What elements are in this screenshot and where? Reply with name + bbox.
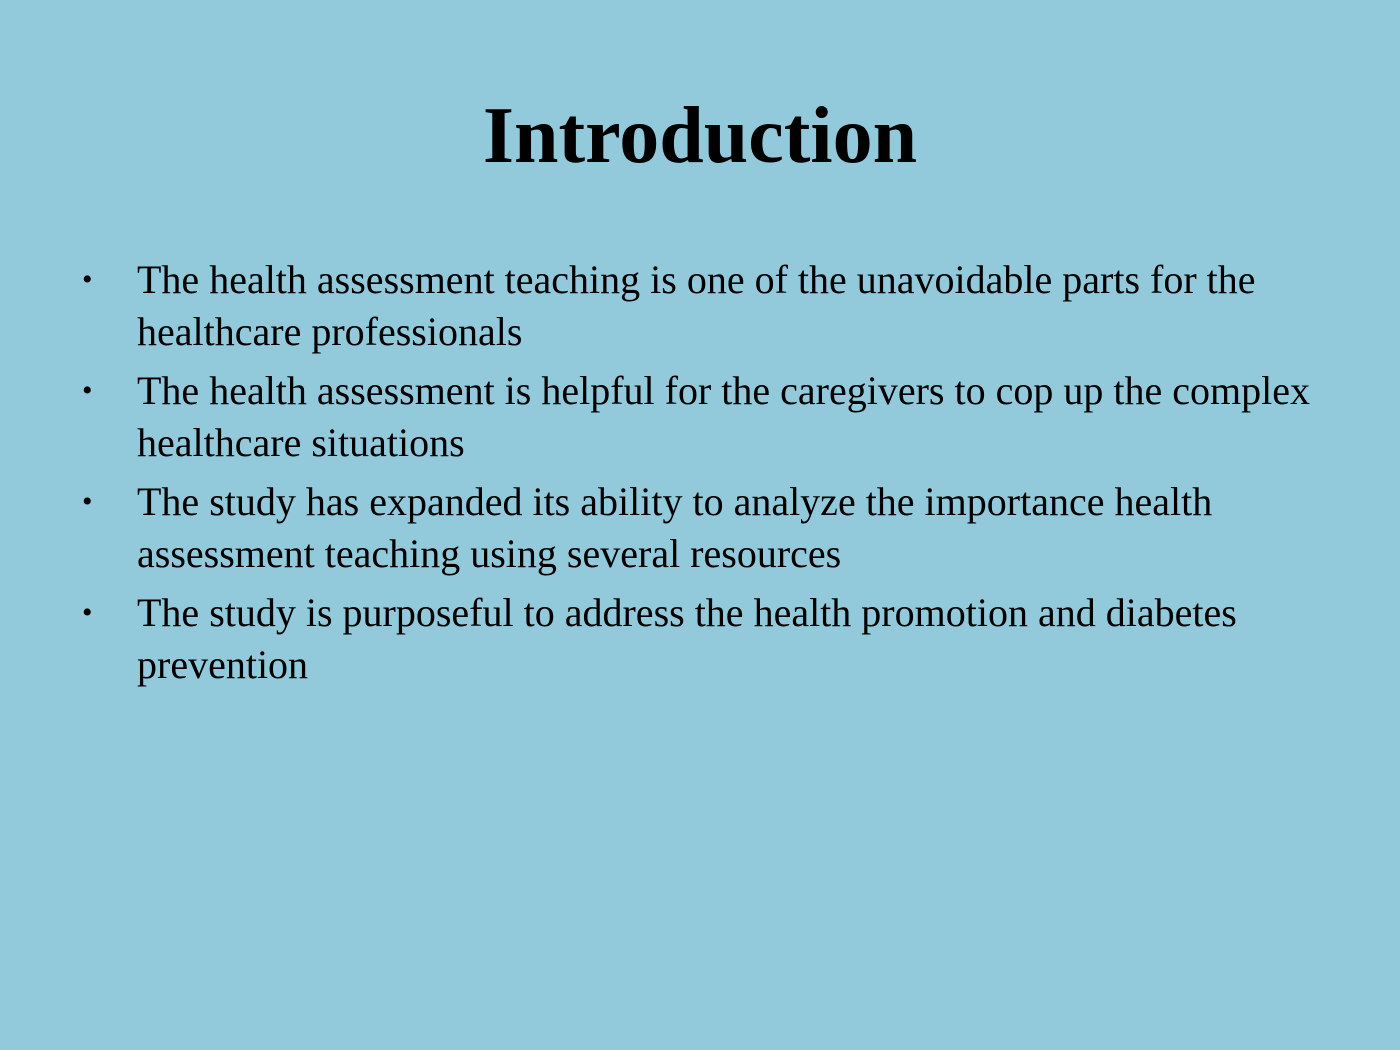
bullet-text: The health assessment is helpful for the caregivers to cop up the complex healthcare situations	[137, 368, 1310, 465]
bullet-item	[80, 365, 1340, 469]
bullet-icon: •	[82, 263, 93, 296]
bullet-list	[80, 254, 1340, 698]
bullet-text: The study is purposeful to address the health promotion and diabetes prevention	[137, 590, 1237, 687]
bullet-icon: •	[82, 485, 93, 518]
bullet-text: The study has expanded its ability to analyze the importance health assessment teaching using several resources	[137, 479, 1213, 576]
bullet-text: The health assessment teaching is one of the unavoidable parts for the healthcare professionals	[137, 257, 1256, 354]
bullet-icon: •	[82, 596, 93, 629]
bullet-item	[80, 476, 1340, 580]
bullet-icon: •	[82, 374, 93, 407]
slide-title: Introduction	[482, 92, 918, 180]
bullet-item	[80, 254, 1340, 358]
bullet-item	[80, 587, 1340, 691]
